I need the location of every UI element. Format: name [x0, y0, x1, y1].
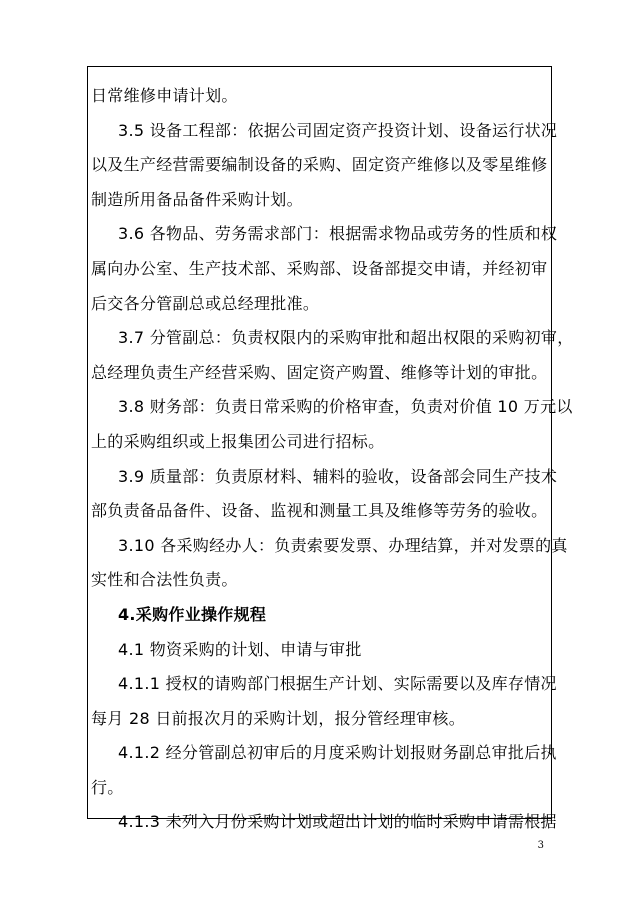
text-line: 总经理负责生产经营采购、固定资产购置、维修等计划的审批。 [91, 362, 548, 382]
text-line: 后交各分管副总或总经理批准。 [91, 293, 320, 313]
text-line: 行。 [91, 777, 124, 797]
text-line: 3.5 设备工程部：依据公司固定资产投资计划、设备运行状况 [118, 120, 558, 140]
text-line: 3.6 各物品、劳务需求部门：根据需求物品或劳务的性质和权 [118, 224, 558, 244]
text-line: 3.9 质量部：负责原材料、辅料的验收，设备部会同生产技术 [118, 466, 558, 486]
page-number: 3 [537, 840, 544, 851]
document-body [91, 79, 574, 840]
text-line: 3.8 财务部：负责日常采购的价格审查，负责对价值 10 万元以 [118, 397, 573, 417]
text-line: 3.10 各采购经办人：负责索要发票、办理结算，并对发票的真 [118, 535, 568, 555]
text-line: 3.7 分管副总：负责权限内的采购审批和超出权限的采购初审， [118, 328, 574, 348]
text-line: 属向办公室、生产技术部、采购部、设备部提交申请，并经初审 [91, 258, 548, 278]
text-line: 上的采购组织或上报集团公司进行招标。 [91, 431, 385, 451]
text-line: 部负责备品备件、设备、监视和测量工具及维修等劳务的验收。 [91, 501, 548, 521]
text-line: 每月 28 日前报次月的采购计划，报分管经理审核。 [91, 708, 466, 728]
text-line: 4.1.2 经分管副总初审后的月度采购计划报财务副总审批后执 [118, 743, 557, 763]
text-line: 以及生产经营需要编制设备的采购、固定资产维修以及零星维修 [91, 155, 548, 175]
text-line: 4.1 物资采购的计划、申请与审批 [118, 639, 362, 659]
text-line: 4.1.1 授权的请购部门根据生产计划、实际需要以及库存情况 [118, 674, 557, 694]
text-line: 4.1.3 未列入月份采购计划或超出计划的临时采购申请需根据 [118, 812, 557, 832]
text-line: 日常维修申请计划。 [91, 86, 238, 105]
section-heading: 4.采购作业操作规程 [118, 604, 267, 624]
text-line: 制造所用备品备件采购计划。 [91, 189, 303, 209]
text-line: 实性和合法性负责。 [91, 570, 238, 590]
